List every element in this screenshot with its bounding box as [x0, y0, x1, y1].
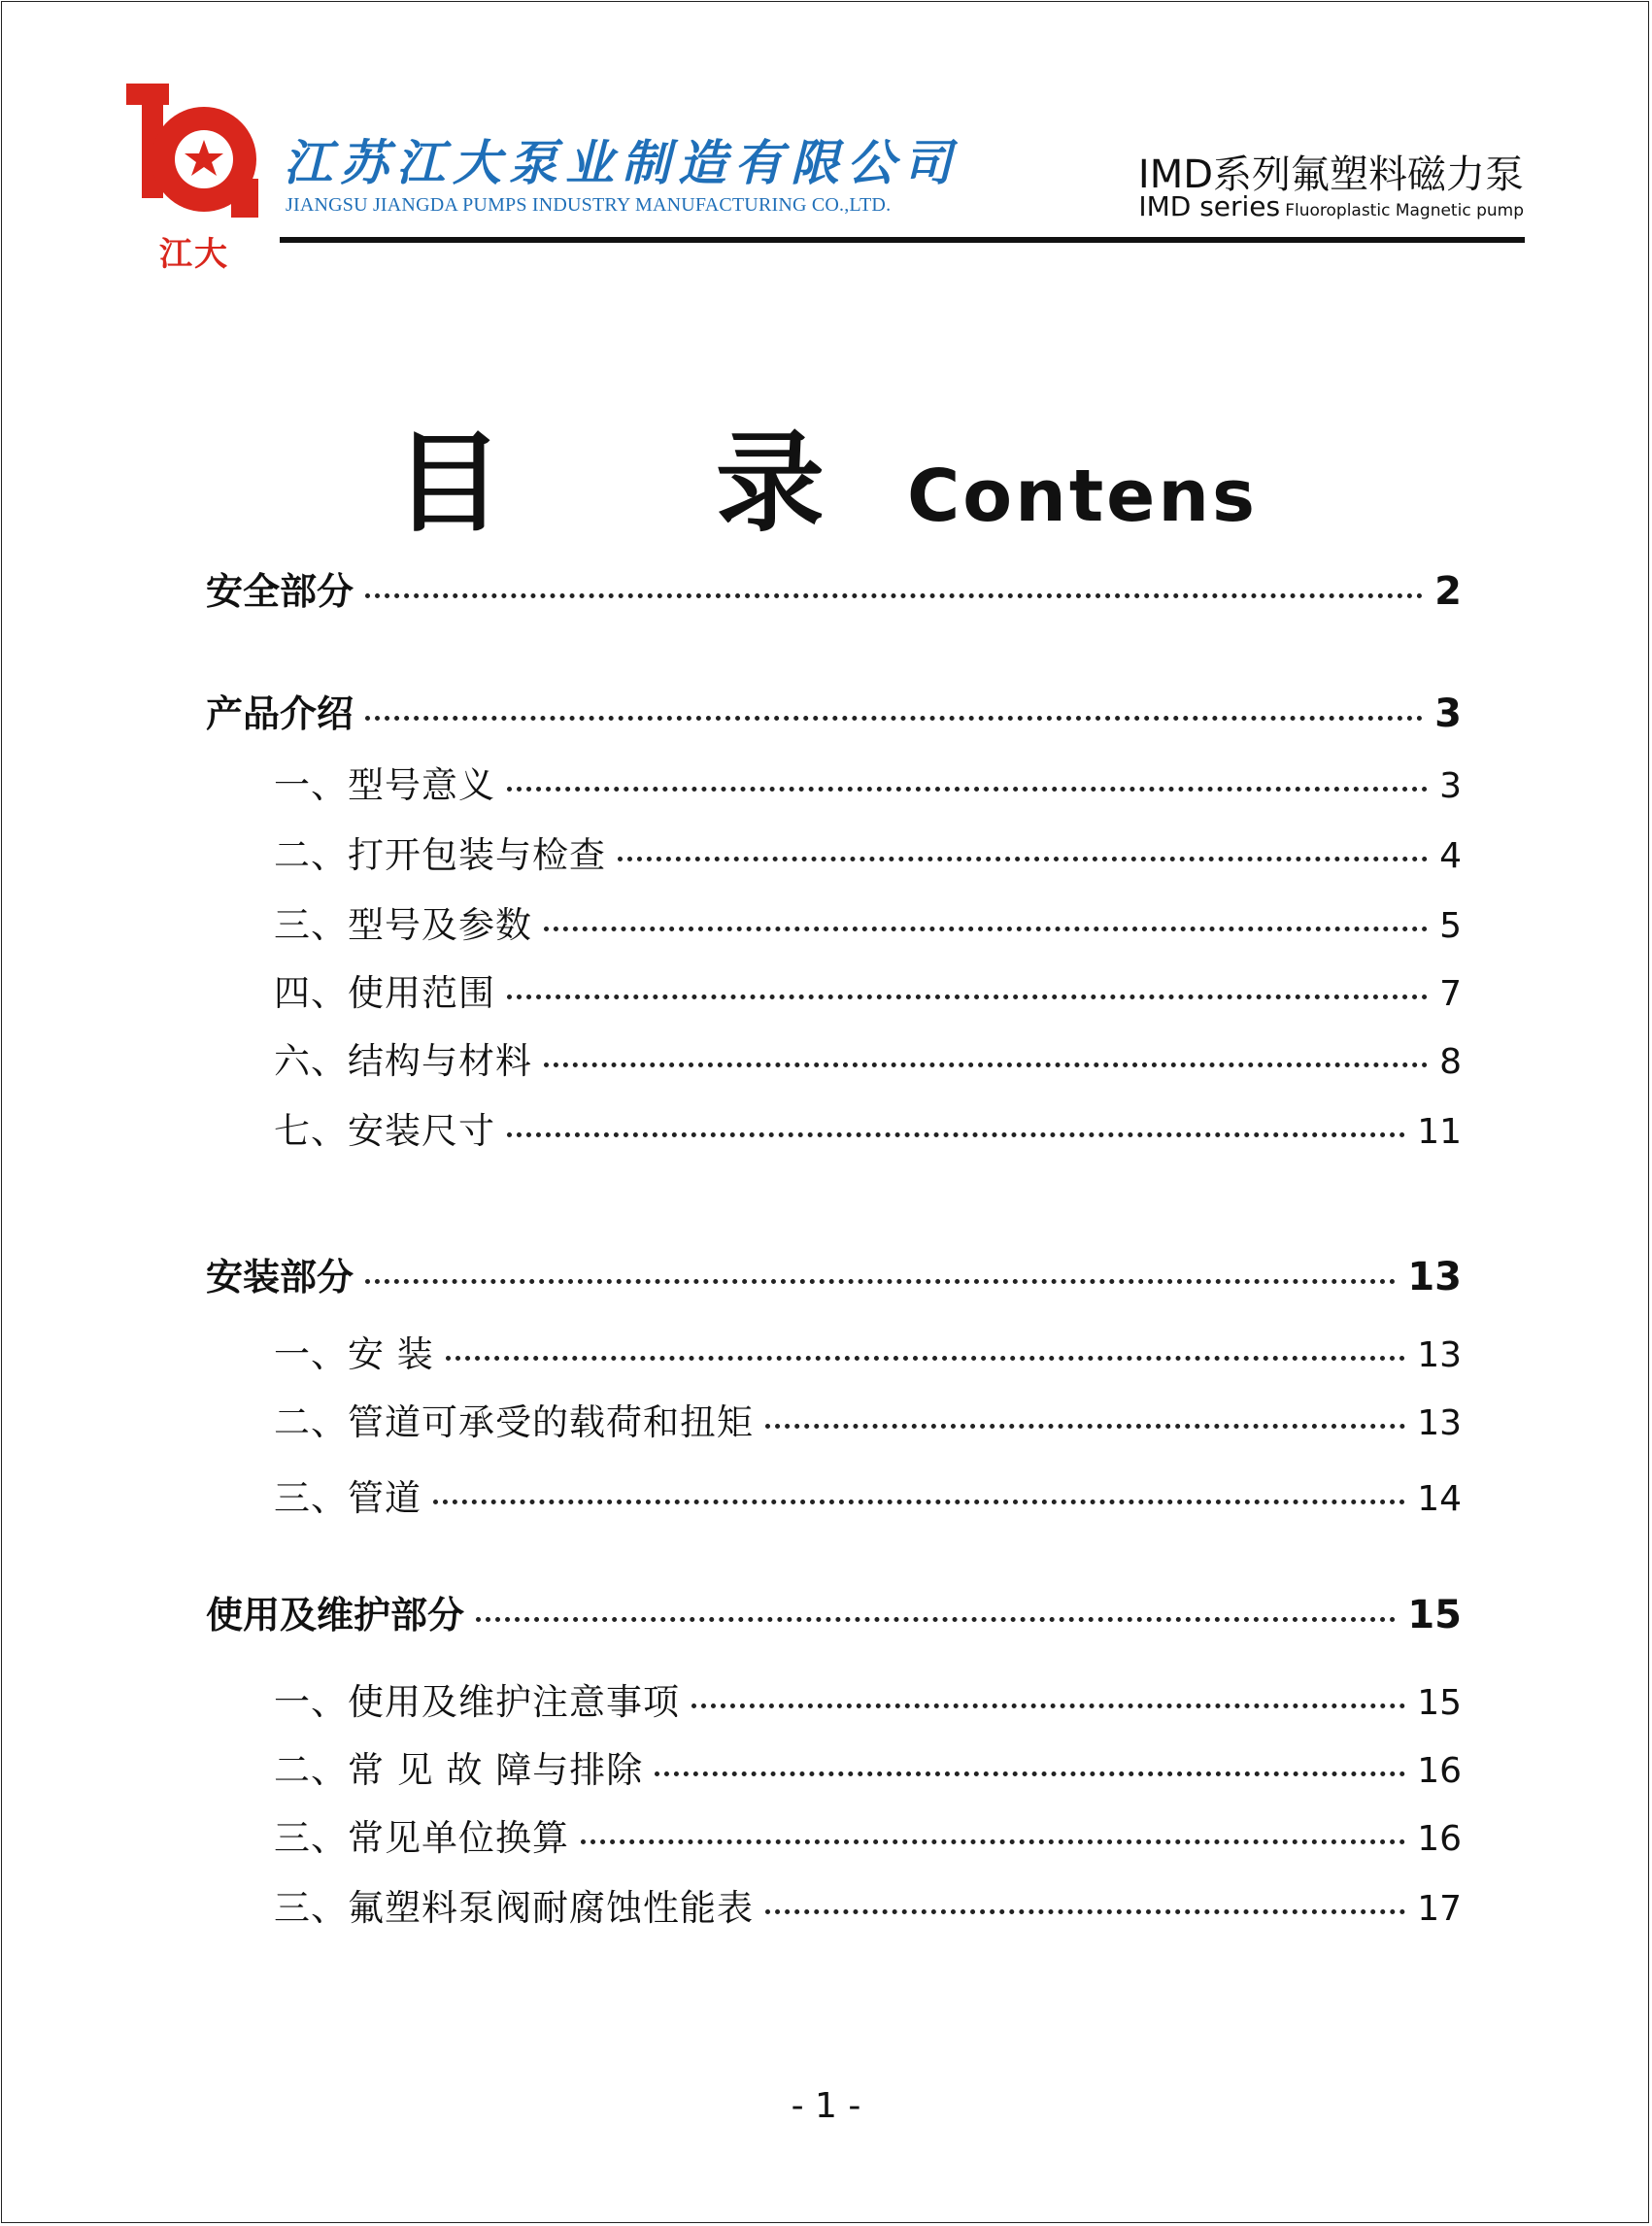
toc-entry-page: 11: [1417, 1112, 1462, 1152]
toc-subsection-entry: [0, 1878, 1652, 1937]
toc-dot-leader: [655, 1771, 1405, 1776]
toc-entry-label: 六、结构与材料: [274, 1040, 532, 1082]
toc-subsection-entry: [0, 1101, 1652, 1160]
toc-entry-page: 16: [1417, 1751, 1462, 1791]
page-title-cn: 目 录: [393, 421, 912, 547]
toc-subsection-entry: [0, 1808, 1652, 1867]
toc-subsection-entry: [0, 963, 1652, 1022]
page-title: [0, 396, 1652, 553]
toc-entry-label: 使用及维护部分: [206, 1594, 465, 1636]
toc-entry-label: 七、安装尺寸: [274, 1110, 495, 1152]
toc-dot-leader: [433, 1500, 1405, 1504]
toc-entry-label: 安装部分: [206, 1256, 354, 1298]
toc-dot-leader: [507, 787, 1428, 792]
toc-dot-leader: [365, 1279, 1396, 1284]
toc-subsection-entry: [0, 1393, 1652, 1451]
toc-dot-leader: [544, 1062, 1428, 1067]
header-rule: [280, 237, 1525, 243]
toc-entry-page: 15: [1417, 1683, 1462, 1723]
toc-subsection-entry: [0, 1031, 1652, 1090]
toc-entry-label: 三、管道: [274, 1477, 421, 1519]
toc-dot-leader: [365, 593, 1423, 598]
toc-entry-page: 16: [1417, 1819, 1462, 1859]
toc-entry-label: 二、常 见 故 障与排除: [274, 1749, 644, 1791]
toc-dot-leader: [618, 857, 1428, 861]
toc-dot-leader: [581, 1839, 1405, 1844]
toc-dot-leader: [446, 1356, 1405, 1361]
toc-entry-label: 二、打开包装与检查: [274, 834, 606, 876]
toc-entry-page: 7: [1439, 974, 1462, 1014]
toc-entry-label: 安全部分: [206, 570, 354, 613]
toc-dot-leader: [765, 1424, 1405, 1429]
toc-section-entry: [0, 1247, 1652, 1305]
series-title-en-main: IMD series: [1138, 190, 1281, 222]
toc-dot-leader: [507, 995, 1428, 999]
toc-entry-page: 3: [1434, 691, 1462, 736]
logo-text: 江大: [159, 235, 229, 274]
toc-entry-page: 17: [1417, 1889, 1462, 1929]
toc-entry-label: 三、氟塑料泵阀耐腐蚀性能表: [274, 1887, 754, 1929]
toc-dot-leader: [765, 1909, 1405, 1914]
toc-subsection-entry: [0, 1740, 1652, 1799]
toc-entry-page: 2: [1434, 569, 1462, 614]
toc-subsection-entry: [0, 826, 1652, 884]
toc-entry-label: 产品介绍: [206, 692, 354, 735]
toc-dot-leader: [476, 1617, 1396, 1622]
toc-entry-label: 一、使用及维护注意事项: [274, 1681, 680, 1723]
toc-entry-page: 8: [1439, 1042, 1462, 1082]
toc-dot-leader: [544, 927, 1428, 931]
page-title-en: Contens: [906, 455, 1259, 538]
series-title-cn: IMD系列氟塑料磁力泵: [1137, 152, 1524, 197]
toc-entry-label: 三、型号及参数: [274, 904, 532, 946]
company-name-en: JIANGSU JIANGDA PUMPS INDUSTRY MANUFACTURING CO.,LTD.: [286, 194, 892, 216]
toc-subsection-entry: [0, 1672, 1652, 1731]
toc-entry-page: 13: [1417, 1403, 1462, 1443]
toc-dot-leader: [365, 716, 1423, 721]
toc-entry-page: 5: [1439, 906, 1462, 946]
toc-entry-page: 3: [1439, 766, 1462, 806]
toc-subsection-entry: [0, 895, 1652, 954]
toc-section-entry: [0, 684, 1652, 742]
toc-entry-page: 14: [1417, 1479, 1462, 1519]
toc-entry-page: 13: [1417, 1335, 1462, 1375]
toc-subsection-entry: [0, 756, 1652, 814]
toc-dot-leader: [507, 1132, 1405, 1137]
toc-entry-page: 13: [1407, 1255, 1462, 1299]
toc-entry-label: 一、安 装: [274, 1333, 434, 1375]
toc-section-entry: [0, 1585, 1652, 1643]
toc-entry-label: 二、管道可承受的载荷和扭矩: [274, 1401, 754, 1443]
toc-entry-label: 一、型号意义: [274, 764, 495, 806]
company-logo: [124, 82, 260, 276]
toc-entry-label: 四、使用范围: [274, 972, 495, 1014]
toc-section-entry: [0, 561, 1652, 620]
toc-subsection-entry: [0, 1468, 1652, 1527]
toc-subsection-entry: [0, 1325, 1652, 1383]
company-name-cn: 江苏江大泵业制造有限公司: [284, 134, 960, 191]
toc-entry-page: 4: [1439, 836, 1462, 876]
series-title-en-sub: Fluoroplastic Magnetic pump: [1285, 201, 1524, 220]
toc-entry-label: 三、常见单位换算: [274, 1817, 569, 1859]
series-title-en: [1138, 190, 1524, 222]
logo-mark-icon: [124, 82, 260, 227]
toc-entry-page: 15: [1407, 1593, 1462, 1637]
page-number: - 1 -: [791, 2086, 861, 2126]
toc-dot-leader: [691, 1703, 1405, 1708]
